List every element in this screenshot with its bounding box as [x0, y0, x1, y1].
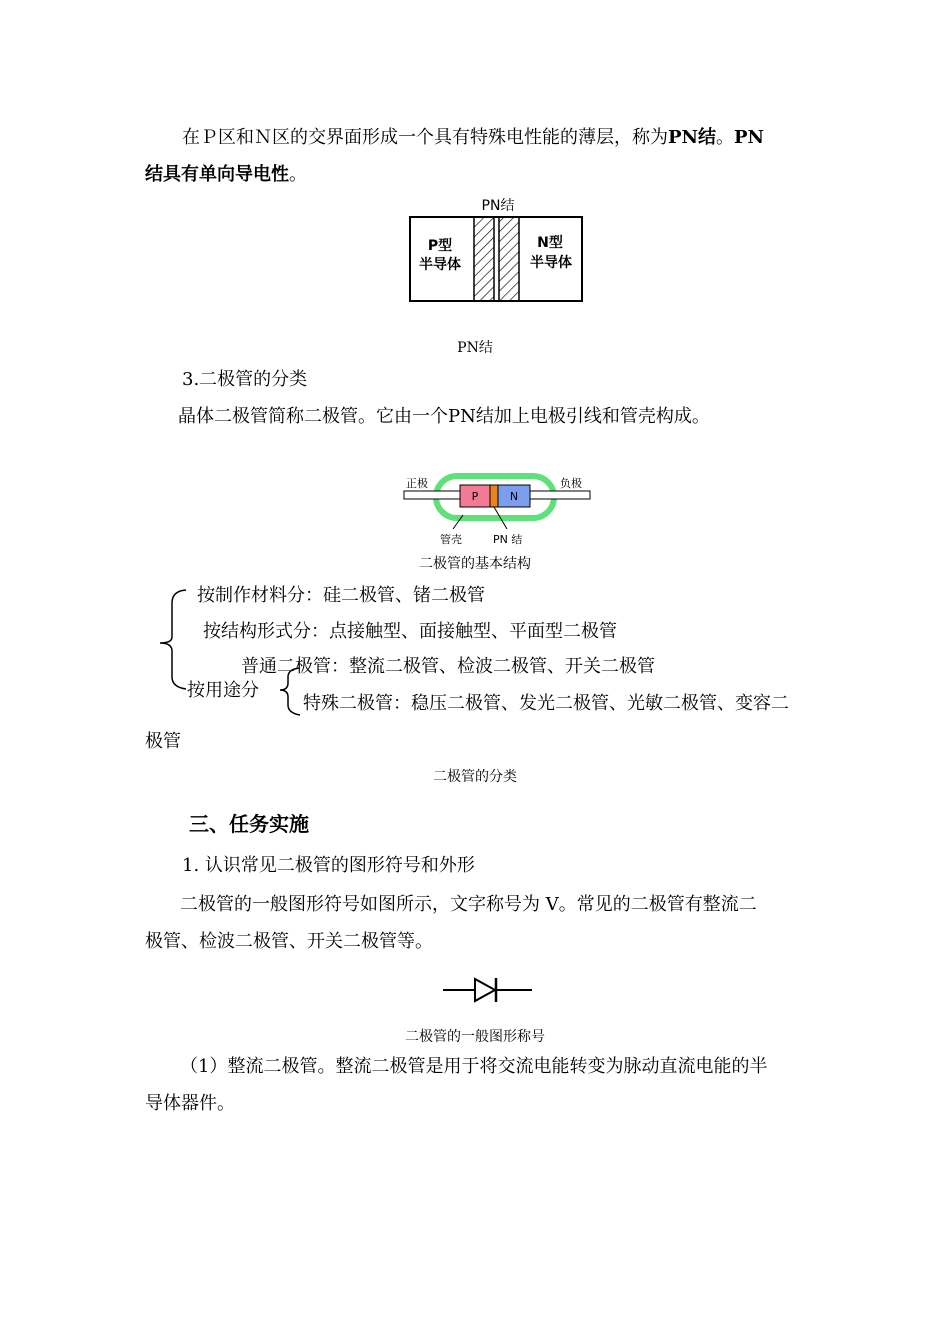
n-type-label-2: 半导体 [530, 255, 572, 271]
section-heading: 三、任务实施 [189, 812, 309, 836]
diode-structure-diagram [398, 470, 598, 552]
diode-structure-caption: 二极管的基本结构 [419, 556, 531, 572]
diode-symbol-caption: 二极管的一般图形称号 [405, 1029, 545, 1045]
junction-hatch-left [474, 217, 494, 301]
subsection-1-paragraph-line2: 极管、检波二极管、开关二极管等。 [145, 931, 433, 952]
classification-special-wrap: 极管 [145, 731, 181, 752]
junction-hatch-right [499, 217, 519, 301]
diode-symbol-icon [440, 974, 536, 1006]
subsection-1-title: 1. 认识常见二极管的图形符号和外形 [182, 855, 475, 876]
subsection-1-paragraph-line1: 二极管的一般图形符号如图所示，文字称号为 V。常见的二极管有整流二 [180, 894, 757, 915]
pn-label: PN 结 [493, 533, 523, 546]
p-type-label-1: P型 [427, 238, 453, 254]
rectifier-paragraph-line1: （1）整流二极管。整流二极管是用于将交流电能转变为脉动直流电能的半 [180, 1056, 768, 1077]
pn-junction-top-label: PN结 [481, 198, 515, 214]
classification-by-structure: 按结构形式分：点接触型、面接触型、平面型二极管 [203, 621, 617, 642]
punctuation: 。 [289, 164, 307, 185]
paragraph-text: 在Ｐ区和Ｎ区的交界面形成一个具有特殊电性能的薄层，称为 [182, 127, 668, 148]
p-type-label-2: 半导体 [419, 257, 461, 273]
rectifier-paragraph-line2: 导体器件。 [145, 1093, 235, 1114]
junction-region [490, 485, 498, 507]
anode-label: 正极 [406, 477, 428, 490]
main-brace [160, 590, 186, 689]
pn-junction-caption: PN结 [457, 340, 493, 356]
unidirectional-conductivity-term: 结具有单向导电性 [145, 164, 289, 185]
n-label: N [509, 490, 519, 503]
punctuation: 。 [716, 127, 734, 148]
n-type-label-1: N型 [537, 235, 563, 251]
cathode-label: 负极 [560, 477, 582, 490]
classification-by-material: 按制作材料分：硅二极管、锗二极管 [197, 585, 485, 606]
pn-junction-paragraph-line1 [182, 129, 764, 147]
classification-special-diodes: 特殊二极管：稳压二极管、发光二极管、光敏二极管、变容二 [303, 693, 789, 714]
section-3-paragraph: 晶体二极管简称二极管。它由一个PN结加上电极引线和管壳构成。 [178, 406, 710, 427]
classification-normal-diodes: 普通二极管：整流二极管、检波二极管、开关二极管 [241, 656, 655, 677]
pn-term: PN [734, 127, 764, 148]
pn-junction-diagram [400, 192, 590, 307]
section-3-title: 3.二极管的分类 [182, 369, 308, 390]
pn-junction-paragraph-line2 [145, 166, 307, 184]
p-label: P [471, 490, 479, 503]
classification-caption: 二极管的分类 [433, 769, 517, 785]
pn-junction-term: PN结 [668, 127, 716, 148]
shell-label: 管壳 [440, 533, 462, 546]
classification-by-use: 按用途分 [187, 680, 259, 701]
